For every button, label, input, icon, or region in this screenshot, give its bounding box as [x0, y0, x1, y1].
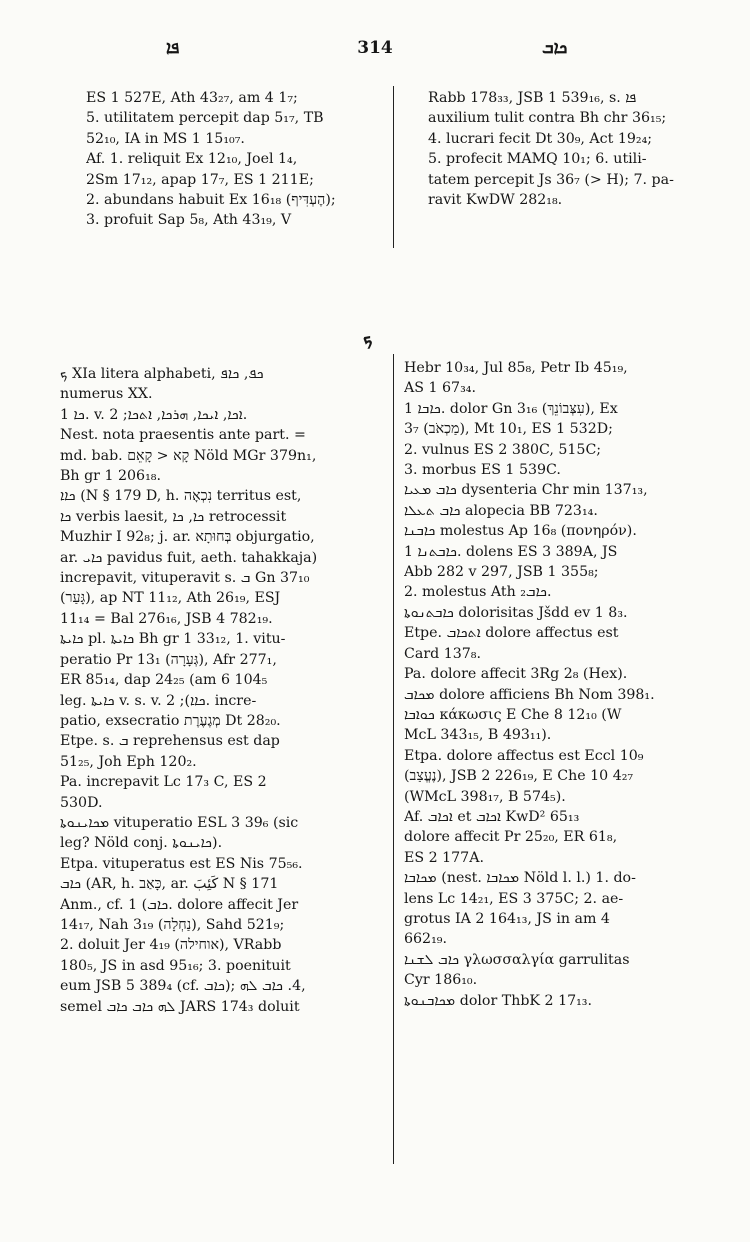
text-line: ܟܐܒ ܠܫܢܐ γλωσσαλγία garrulitas: [404, 951, 630, 968]
text-line: ܡܟܐܝܢܘܬܐ vituperatio ESL 3 39₆ (sic: [60, 814, 299, 831]
column-divider-bottom: [393, 354, 394, 1164]
text-line: ܡܟܐܒܢܘܬܐ dolor ThbK 2 17₁₃.: [404, 992, 593, 1009]
text-line: ܟܐܒ ܡܥܝܐ dysenteria Chr min 137₁₃,: [404, 482, 648, 499]
text-line: leg? Nöld conj. ܟܐܝܢܘܬܐ).: [60, 835, 223, 852]
text-line: ܟܐ 1. v. ܐܟܐ, ܐܝܟܐ, ܗܪܟܐ, ܐܬܟܐ; 2.: [60, 406, 248, 423]
text-line: semel ܠܗ ܟܐܒ ܟܐܒ JARS 174₃ doluit: [60, 998, 300, 1015]
text-line: Cyr 186₁₀.: [404, 972, 478, 989]
text-line: Pa. increpavit Lc 17₃ C, ES 2: [60, 774, 267, 791]
text-line: 180₅, JS in asd 95₁₆; 3. poenituit: [60, 957, 291, 974]
text-line: ar. ܟܐܝ pavidus fuit, aeth. tahakkaja): [60, 549, 318, 566]
text-line: Bh gr 1 206₁₈.: [60, 468, 161, 485]
text-line: 14₁₇, Nah 3₁₉ (נַחְלָה), Sahd 521₉;: [60, 916, 285, 933]
text-line: 530D.: [60, 794, 103, 811]
text-line: Nest. nota praesentis ante part. =: [60, 427, 306, 444]
text-line: ܟܐܒܬܢܘܬܐ dolorisitas Jšdd ev 1 8₃.: [404, 604, 628, 621]
text-line: ܟܘܐܒܐ κάκωσις E Che 8 12₁₀ (W: [404, 706, 622, 723]
top-left-column: [86, 88, 382, 231]
text-line: Rabb 178₃₃, JSB 1 539₁₆, s. ܦܐ: [428, 90, 637, 106]
text-line: 2. molestus Ath ܟܐܒ₂.: [404, 584, 552, 601]
text-line: 51₂₅, Joh Eph 120₂.: [60, 753, 197, 770]
header-right-word: ܟܐܒ: [542, 38, 568, 58]
text-line: leg. ܟܐܝܬܐ v. s. v. ܟܐܐ); 2. incre-: [60, 692, 257, 709]
text-line: increpavit, vituperavit s. ܒ Gn 37₁₀: [60, 570, 310, 587]
text-line: Af. 1. reliquit Ex 12₁₀, Joel 1₄,: [86, 151, 298, 168]
text-line: Abb 282 v 297, JSB 1 355₈;: [404, 564, 599, 581]
bottom-left-column: [60, 364, 380, 1017]
text-line: peratio Pr 13₁ (גְּעָרָה), Afr 277₁,: [60, 651, 277, 668]
text-line: McL 343₁₅, B 493₁₁).: [404, 727, 552, 744]
text-line: 3. morbus ES 1 539C.: [404, 462, 561, 479]
text-line: AS 1 67₃₄.: [404, 380, 476, 397]
text-line: auxilium tulit contra Bh chr 36₁₅;: [428, 110, 667, 127]
text-line: 11₁₄ = Bal 276₁₆, JSB 4 782₁₉.: [60, 610, 273, 627]
text-line: ES 1 527E, Ath 43₂₇, am 4 1₇;: [86, 90, 298, 106]
text-line: 2. abundans habuit Ex 16₁₈ (הֶעְדִּיף);: [86, 192, 336, 209]
text-line: ER 85₁₄, dap 24₂₅ (am 6 104₅: [60, 672, 268, 689]
text-line: 52₁₀, IA in MS 1 15₁₀₇.: [86, 130, 245, 147]
text-line: patio, exsecratio מְגֶעֶרֶת Dt 28₂₀.: [60, 712, 281, 729]
text-line: ܟܐܐ (N § 179 D, h. נִכְאָה territus est,: [60, 488, 302, 505]
text-line: ܟܐ verbis laesit, ܟܐ, ܟܐ retrocessit: [60, 508, 287, 525]
text-line: Etpe. s. ܒ reprehensus est dap: [60, 733, 280, 750]
page-number: 314: [357, 38, 393, 58]
text-line: grotus IA 2 164₁₃, JS in am 4: [404, 910, 610, 927]
text-line: ܟ XIa litera alphabeti, ܟܦ, ܟܐܦ: [60, 366, 264, 382]
text-line: ܟܐܒܐ 1. dolor Gn 3₁₆ (עִצְּבוֹנֵךְ), Ex: [404, 400, 618, 417]
text-line: 2. vulnus ES 2 380C, 515C;: [404, 441, 602, 458]
text-line: (גָּעַר), ap NT 11₁₂, Ath 26₁₉, ESJ: [60, 590, 281, 607]
text-line: dolore affecit Pr 25₂₀, ER 61₈,: [404, 829, 618, 846]
text-line: ravit KwDW 282₁₈.: [428, 192, 563, 209]
text-line: tatem percepit Js 36₇ (> H); 7. pa-: [428, 171, 674, 188]
text-line: Etpa. vituperatus est ES Nis 75₅₆.: [60, 855, 303, 872]
text-line: 5. profecit MAMQ 10₁; 6. utili-: [428, 151, 647, 168]
text-line: lens Lc 14₂₁, ES 3 375C; 2. ae-: [404, 890, 624, 907]
text-line: 2Sm 17₁₂, apap 17₇, ES 1 211E;: [86, 171, 314, 188]
text-line: ܡܟܐܒܐ (nest. ܡܟܐܒܐ Nöld l. l.) 1. do-: [404, 870, 636, 887]
text-line: 662₁₉.: [404, 931, 447, 948]
text-line: ܟܐܝܬܐ pl. ܟܐܝܬܐ Bh gr 1 33₁₂, 1. vitu-: [60, 631, 286, 648]
bottom-right-column: [404, 358, 724, 1011]
text-line: ܟܐܒܢܐ molestus Ap 16₈ (πονηρόν).: [404, 523, 637, 540]
text-line: Etpa. dolore affectus est Eccl 10₉: [404, 747, 644, 764]
text-line: (נֶעֱצַב), JSB 2 226₁₉, E Che 10 4₂₇: [404, 768, 634, 785]
text-line: eum JSB 5 389₄ (cf. ܟܐܒ); 4. ܟܐܒ ܠܗ,: [60, 978, 306, 995]
text-line: Anm., cf. ܟܐܒ) 1. dolore affecit Jer: [60, 896, 299, 913]
text-line: ES 2 177A.: [404, 849, 484, 866]
text-line: Card 137₈.: [404, 645, 481, 662]
header-left-word: ܦܐ: [166, 38, 180, 58]
text-line: Af. ܐܟܐܒ et ܐܟܐܒ KwD² 65₁₃: [404, 808, 580, 825]
text-line: md. bab. קָא < קָאֵם Nöld MGr 379n₁,: [60, 447, 317, 464]
text-line: Hebr 10₃₄, Jul 85₈, Petr Ib 45₁₉,: [404, 360, 628, 376]
text-line: ܟܐܒ ܬܥܠܐ alopecia BB 723₁₄.: [404, 502, 598, 519]
column-divider-top: [393, 86, 394, 248]
text-line: (WMcL 398₁₇, B 574₅).: [404, 788, 566, 805]
text-line: numerus XX.: [60, 386, 153, 403]
text-line: 2. doluit Jer 4₁₉ (אוחילה), VRabb: [60, 937, 282, 954]
text-line: ܟܐܒ (AR, h. כָּאַב, ar. كَئِبَ N § 171: [60, 876, 279, 893]
section-letter: ܟ: [363, 328, 373, 349]
text-line: ܡܟܐܒ dolore afficiens Bh Nom 398₁.: [404, 686, 655, 703]
text-line: Etpe. ܐܬܟܐܒ dolore affectus est: [404, 625, 619, 642]
text-line: ܟܐܒܬܢܐ 1. dolens ES 3 389A, JS: [404, 543, 618, 560]
text-line: Muzhir I 92₈; j. ar. בְּחוּתָא objurgatio,: [60, 529, 315, 546]
text-line: 3₇ (מַכְאֹב), Mt 10₁, ES 1 532D;: [404, 421, 613, 438]
text-line: Pa. dolore affecit 3Rg 2₈ (Hex).: [404, 666, 628, 683]
text-line: 3. profuit Sap 5₈, Ath 43₁₉, V: [86, 212, 292, 229]
text-line: 5. utilitatem percepit dap 5₁₇, TB: [86, 110, 324, 127]
text-line: 4. lucrari fecit Dt 30₉, Act 19₂₄;: [428, 130, 653, 147]
top-right-column: [428, 88, 710, 210]
